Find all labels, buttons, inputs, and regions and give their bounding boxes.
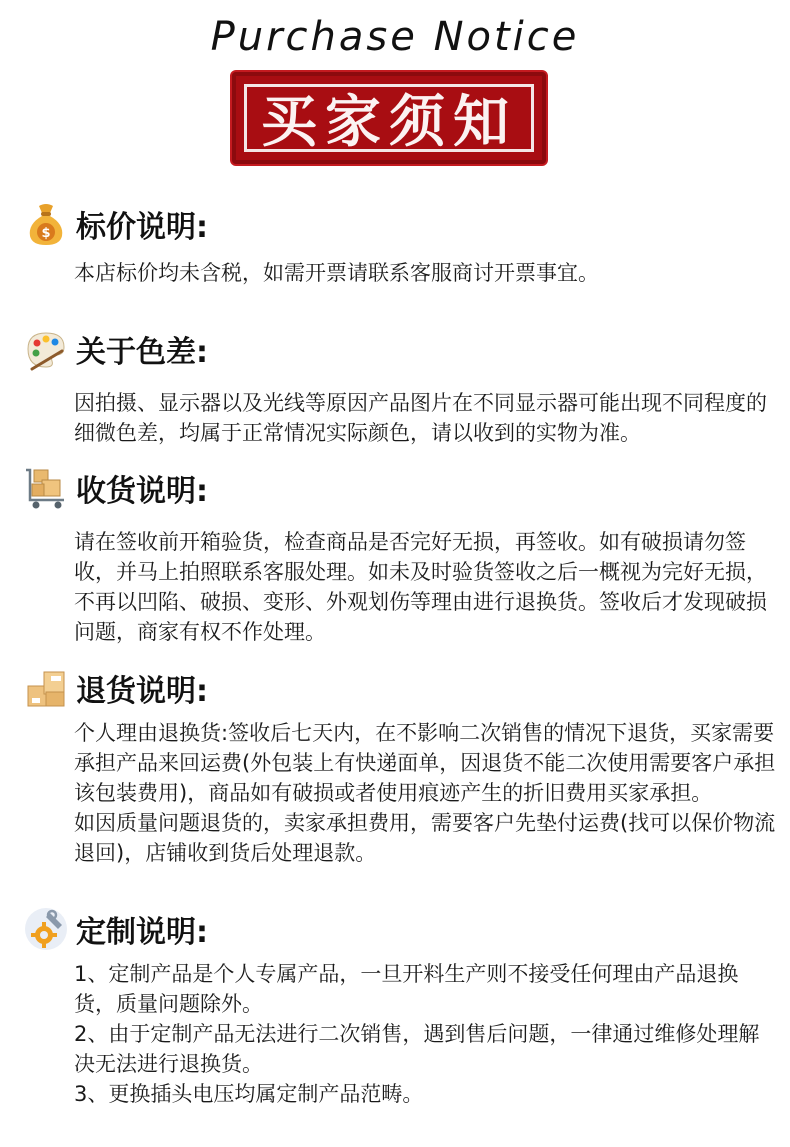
section-body xyxy=(74,388,780,448)
section-body xyxy=(74,718,780,868)
section-title: 标价说明: xyxy=(76,210,208,245)
stamp-banner xyxy=(232,72,546,164)
stamp-frame xyxy=(244,84,534,155)
section-title: 收货说明: xyxy=(76,474,208,509)
section-body xyxy=(74,527,780,647)
cardboard-box-icon xyxy=(22,664,70,712)
paragraph: 如因质量问题退货的，卖家承担费用，需要客户先垫付运费(找可以保价物流退回)，店铺收到货后处理退款。 xyxy=(74,811,776,865)
svg-text:$: $ xyxy=(41,226,51,241)
section-title: 退货说明: xyxy=(76,674,208,709)
paint-palette-icon xyxy=(22,325,70,373)
section-title: 关于色差: xyxy=(76,335,208,370)
section-title: 定制说明: xyxy=(76,915,208,950)
paragraph: 1、定制产品是个人专属产品，一旦开料生产则不接受任何理由产品退换货，质量问题除外。 xyxy=(74,962,739,1016)
paragraph: 2、由于定制产品无法进行二次销售，遇到售后问题，一律通过维修处理解决无法进行退换货。 xyxy=(74,1022,760,1076)
paragraph: 本店标价均未含税，如需开票请联系客服商讨开票事宜。 xyxy=(74,261,599,285)
section-body xyxy=(74,959,780,1109)
paragraph: 3、更换插头电压均属定制产品范畴。 xyxy=(74,1082,424,1106)
section-body xyxy=(74,258,780,288)
delivery-cart-icon xyxy=(22,464,70,512)
page-title-en: Purchase Notice xyxy=(210,14,580,60)
section-header xyxy=(22,464,208,512)
gear-wrench-icon xyxy=(22,905,70,953)
money-bag-icon xyxy=(22,200,70,248)
paragraph: 请在签收前开箱验货，检查商品是否完好无损，再签收。如有破损请勿签收，并马上拍照联系客服处理。如未及时验货签收之后一概视为完好无损，不再以凹陷、破损、变形、外观划伤等理由进行退换货。签收后才发现破损问题，商家有权不作处理。 xyxy=(74,530,767,644)
section-header xyxy=(22,664,208,712)
paragraph: 因拍摄、显示器以及光线等原因产品图片在不同显示器可能出现不同程度的细微色差，均属于正常情况实际颜色，请以收到的实物为准。 xyxy=(74,391,767,445)
paragraph: 个人理由退换货:签收后七天内，在不影响二次销售的情况下退货，买家需要承担产品来回运费(外包装上有快递面单，因退货不能二次使用需要客户承担该包装费用)，商品如有破损或者使用痕迹产生的折旧费用买家承担。 xyxy=(74,721,776,805)
stamp-title: 买家须知 xyxy=(261,90,517,155)
section-header xyxy=(22,905,208,953)
section-header xyxy=(22,325,208,373)
section-header xyxy=(22,200,208,248)
